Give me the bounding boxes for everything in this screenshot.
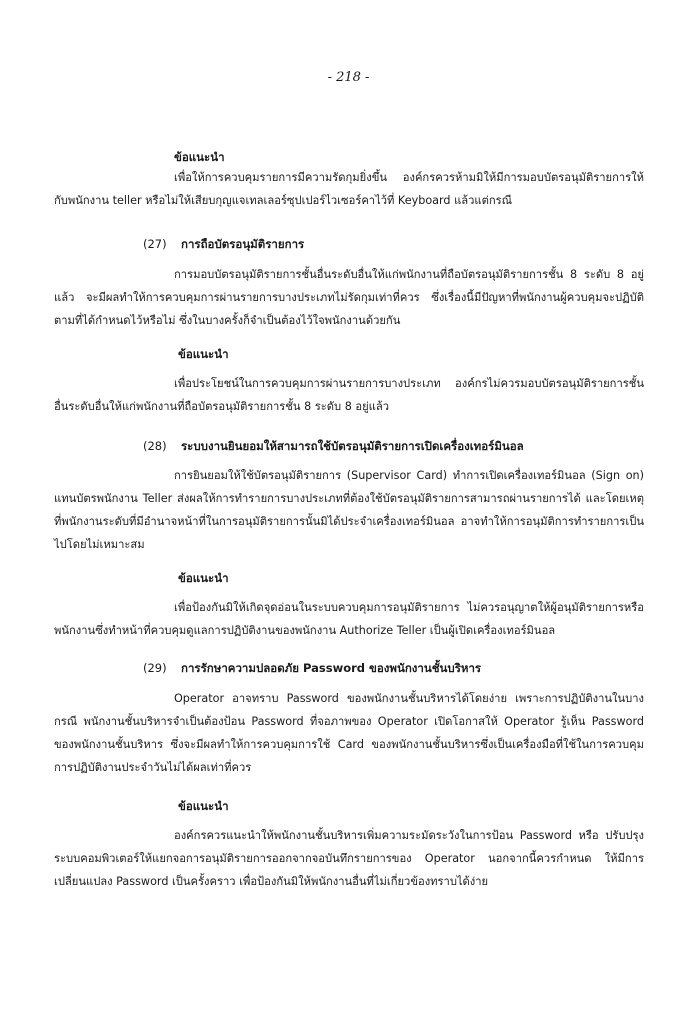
section-number: (28) [143,439,167,453]
section-title: การรักษาความปลอดภัย Password ของพนักงานชั้นบริหาร [181,661,482,675]
recommendation-label: ข้อแนะนำ [178,347,229,361]
section-title: การถือบัตรอนุมัติรายการ [181,237,305,251]
section-paragraph: การมอบบัตรอนุมัติรายการชั้นอื่นระดับอื่นให้แก่พนักงานที่ถือบัตรอนุมัติรายการชั้น 8 ระดับ 8 อยู่แล้ว จะมีผลทำให้การควบคุมการผ่านรายการบางประเภทไม่รัดกุมเท่าที่ควร ซึ่งเรื่องนี้มีปัญหาที่พนักงานผู้ควบคุมจะปฏิบัติตามที่ได้กำหนดไว้หรือไม่ ซึ่งในบางครั้งก็จำเป็นต้องไว้ใจพนักงานด้วยกัน [54,268,644,327]
section-heading-29 [143,660,481,678]
section-heading-28 [143,438,524,456]
recommendation-label: ข้อแนะนำ [178,571,229,585]
section-heading-27 [143,236,304,254]
section-paragraph: Operator อาจทราบ Password ของพนักงานชั้นบริหารได้โดยง่าย เพราะการปฏิบัติงานในบางกรณี พนักงานชั้นบริหารจำเป็นต้องป้อน Password ที่จอภาพของ Operator เปิดโอกาสให้ Operator รู้เห็น Password ของพนักงานชั้นบริหาร ซึ่งจะมีผลทำให้การควบคุมการใช้ Card ของพนักงานชั้นบริหารซึ่งเป็นเครื่องมือที่ใช้ในการควบคุมการปฏิบัติงานประจำวันไม่ได้ผลเท่าที่ควร [54,692,644,774]
section-title: ระบบงานยินยอมให้สามารถใช้บัตรอนุมัติรายการเปิดเครื่องเทอร์มินอล [181,439,524,453]
recommendation-label: ข้อแนะนำ [174,150,225,164]
section-number: (29) [143,661,167,675]
section-number: (27) [143,237,167,251]
page-number: - 218 - [327,70,370,85]
section-paragraph: การยินยอมให้ใช้บัตรอนุมัติรายการ (Supervisor Card) ทำการเปิดเครื่องเทอร์มินอล (Sign on) แทนบัตรพนักงาน Teller ส่งผลให้การทำรายการบางประเภทที่ต้องใช้บัตรอนุมัติรายการสามารถผ่านรายการได้ และโดยเหตุที่พนักงานระดับที่มีอำนาจหน้าที่ในการอนุมัติรายการนั้นมิได้ประจำเครื่องเทอร์มินอล อาจทำให้การอนุมัติการทำรายการเป็นไปโดยไม่เหมาะสม [54,469,644,551]
recommendation-paragraph: องค์กรควรแนะนำให้พนักงานชั้นบริหารเพิ่มความระมัดระวังในการป้อน Password หรือ ปรับปรุงระบบคอมพิวเตอร์ให้แยกจอการอนุมัติรายการออกจากจอบันทึกรายการของ Operator นอกจากนี้ควรกำหนด ให้มีการเปลี่ยนแปลง Password เป็นครั้งคราว เพื่อป้องกันมิให้พนักงานอื่นที่ไม่เกี่ยวข้องทราบได้ง่าย [54,829,644,888]
recommendation-label: ข้อแนะนำ [178,799,229,813]
recommendation-paragraph: เพื่อป้องกันมิให้เกิดจุดอ่อนในระบบควบคุมการอนุมัติรายการ ไม่ควรอนุญาตให้ผู้อนุมัติรายการหรือพนักงานซึ่งทำหน้าที่ควบคุมดูแลการปฏิบัติงานของพนักงาน Authorize Teller เป็นผู้เปิดเครื่องเทอร์มินอล [54,601,644,637]
recommendation-paragraph: เพื่อประโยชน์ในการควบคุมการผ่านรายการบางประเภท องค์กรไม่ควรมอบบัตรอนุมัติรายการชั้นอื่นระดับอื่นให้แก่พนักงานที่ถือบัตรอนุมัติรายการชั้น 8 ระดับ 8 อยู่แล้ว [54,377,644,413]
recommendation-paragraph: เพื่อให้การควบคุมรายการมีความรัดกุมยิ่งขึ้น องค์กรควรห้ามมิให้มีการมอบบัตรอนุมัติรายการให้กับพนักงาน teller หรือไม่ให้เสียบกุญแจเทลเลอร์ซุปเปอร์ไวเซอร์คาไว้ที่ Keyboard แล้วแต่กรณี [54,171,644,207]
